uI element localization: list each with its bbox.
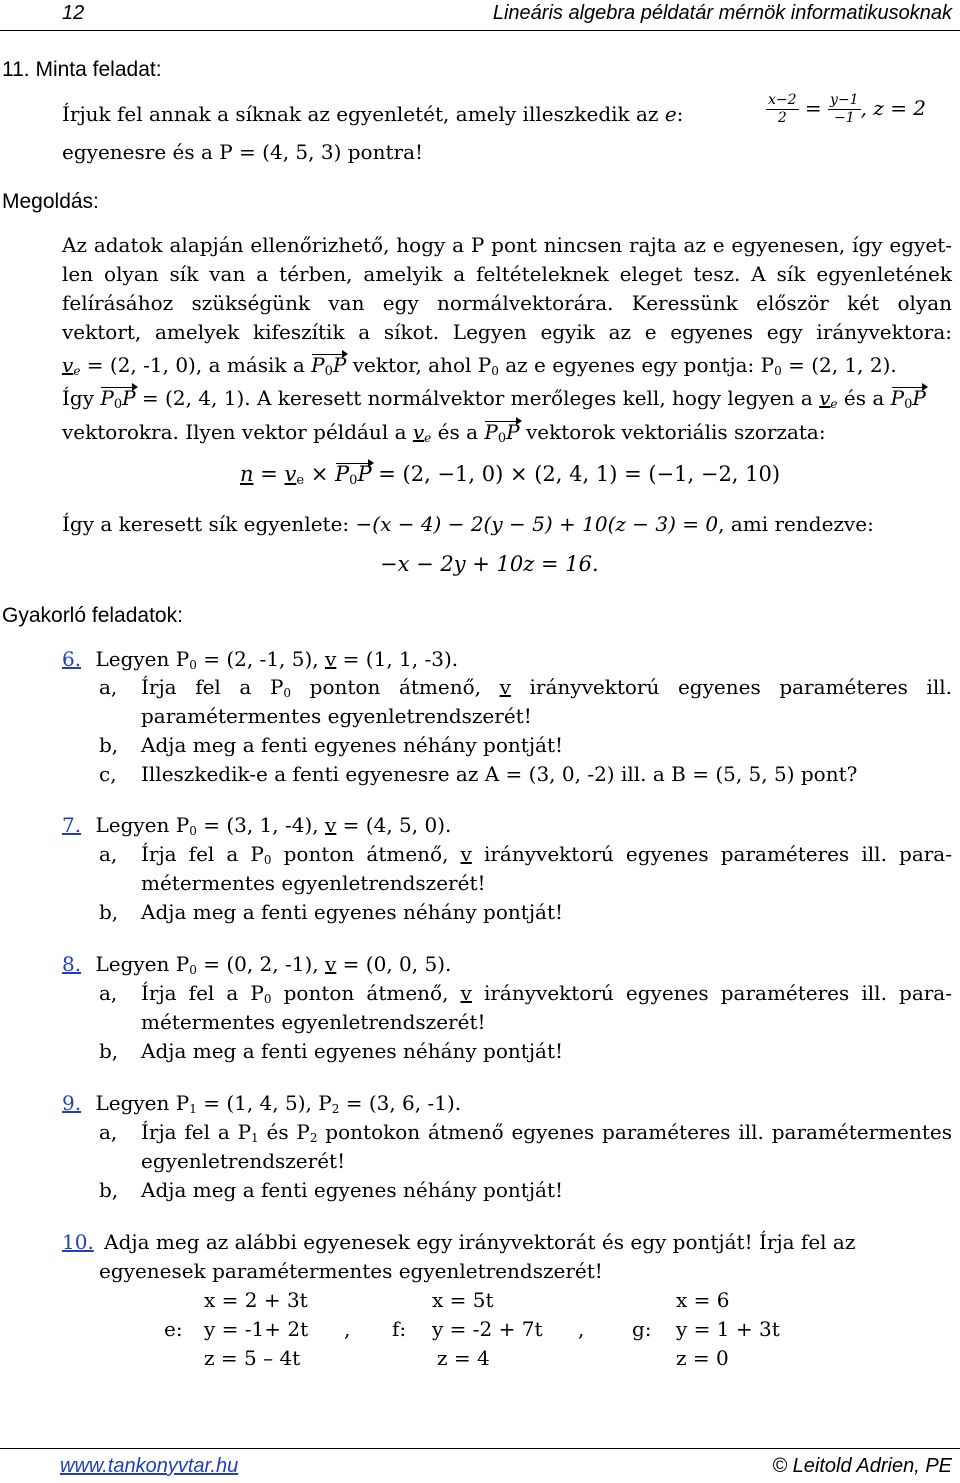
solution-line-2: len olyan sík van a térben, amelyik a feltételeknek eleget tesz. A sík egyenletének <box>62 262 952 286</box>
solution-line-3: felírásához szükségünk van egy normálvektorára. Keressünk először két olyan <box>62 291 952 315</box>
colon: : <box>676 102 684 126</box>
exercise-9-b: Adja meg a fenti egyenes néhány pontját! <box>141 1178 564 1202</box>
fraction-2: $\frac{y-1}{-1}$ <box>830 92 859 126</box>
exercise-7-b-label: b, <box>99 900 119 924</box>
line-variable: e <box>664 102 677 126</box>
exercise-9-a-label: a, <box>99 1120 118 1144</box>
exercise-8: 8. Legyen P0 = (0, 2, -1), v = (0, 0, 5). <box>62 952 452 977</box>
system-g-y: y = 1 + 3t <box>676 1317 780 1341</box>
system-e-x: x = 2 + 3t <box>204 1288 308 1312</box>
solution-line-6: Így $P_0P = (2$, 4, 1). A keresett normálvektor merőleges kell, hogy legyen a ve és a $P_0P$ <box>62 386 926 412</box>
exercise-6: 6. Legyen P0 = (2, -1, 5), v = (1, 1, -3). <box>62 647 459 672</box>
exercise-7: 7. Legyen P0 = (3, 1, -4), v = (4, 5, 0). <box>62 813 452 838</box>
separator-comma: , <box>344 1317 351 1341</box>
exercise-6-b-label: b, <box>99 733 119 757</box>
exercise-8-link[interactable]: 8. <box>62 952 82 976</box>
exercise-8-b-label: b, <box>99 1039 119 1063</box>
exercise-7-a-label: a, <box>99 842 118 866</box>
z-condition: , z = 2 <box>860 96 927 120</box>
system-f-z: z = 4 <box>437 1346 490 1370</box>
exercise-6-c: Illeszkedik-e a fenti egyenesre az A = (3, 0, -2) ill. a B = (5, 5, 5) pont? <box>141 762 858 786</box>
separator-comma: , <box>578 1317 585 1341</box>
problem-line-2: egyenesre és a P = (4, 5, 3) pontra! <box>62 140 424 164</box>
exercise-9-link[interactable]: 9. <box>62 1091 82 1115</box>
vector-p0p: $P_0P$ <box>890 386 926 412</box>
solution-heading: Megoldás: <box>2 190 99 213</box>
running-header-title: Lineáris algebra példatár mérnök informatikusoknak <box>492 2 952 24</box>
example-heading: 11. Minta feladat: <box>2 58 162 81</box>
exercise-8-a: Írja fel a P0 ponton átmenő, v irányvektorú egyenes paraméteres ill. para- <box>141 981 952 1006</box>
exercise-6-a-label: a, <box>99 675 118 699</box>
plane-equation-line: Így a keresett sík egyenlete: −(x − 4) − 2(y − 5) + 10(z − 3) = 0, ami rendezve: <box>62 512 874 536</box>
system-e-label: e: <box>164 1317 183 1341</box>
exercise-6-link[interactable]: 6. <box>62 647 82 671</box>
exercise-10-link[interactable]: 10. <box>62 1230 94 1254</box>
exercise-6-b: Adja meg a fenti egyenes néhány pontját! <box>141 733 564 757</box>
system-g-x: x = 6 <box>676 1288 730 1312</box>
vector-p0p: $P_0P$ <box>484 420 520 446</box>
exercise-8-a-label: a, <box>99 981 118 1005</box>
exercise-7-a: Írja fel a P0 ponton átmenő, v irányvektorú egyenes paraméteres ill. para- <box>141 842 952 867</box>
solution-line-4: vektort, amelyek kifeszítik a síkot. Legyen egyik az e egyenes egy irányvektora: <box>62 320 952 344</box>
vector-p0p: $P_0P$ <box>335 462 372 488</box>
cross-product-equation: $n = v_e \times P_0P = (2$, −1, 0) × (2, 4, 1) = (−1, −2, 10) <box>240 462 781 488</box>
vector-p0p: $P_0P$ <box>311 353 347 379</box>
footer-copyright: © Leitold Adrien, PE <box>772 1455 952 1477</box>
solution-line-1: Az adatok alapján ellenőrizhető, hogy a P pont nincsen rajta az e egyenesen, így egyet- <box>62 233 952 257</box>
exercise-7-b: Adja meg a fenti egyenes néhány pontját! <box>141 900 564 924</box>
header-rule <box>0 30 960 31</box>
exercise-10-line-2: egyenesek paramétermentes egyenletrendszerét! <box>99 1259 603 1283</box>
system-f-y: y = -2 + 7t <box>432 1317 543 1341</box>
exercise-9-a-cont: egyenletrendszerét! <box>141 1149 346 1173</box>
line-equation <box>766 92 926 127</box>
exercise-6-c-label: c, <box>99 762 117 786</box>
page-number: 12 <box>62 2 85 24</box>
exercise-8-a-cont: métermentes egyenletrendszerét! <box>141 1010 486 1034</box>
final-plane-equation: −x − 2y + 10z = 16. <box>380 552 599 576</box>
footer-url[interactable]: www.tankonyvtar.hu <box>60 1455 239 1477</box>
solution-line-5: ve = (2, -1, 0), a másik a $P_0P$ vektor, ahol P0 az e egyenes egy pontja: P0 = (2, 1, 2). <box>62 353 897 379</box>
exercise-9-b-label: b, <box>99 1178 119 1202</box>
system-e-y: y = -1+ 2t <box>204 1317 309 1341</box>
problem-line-1 <box>62 102 683 126</box>
exercise-6-a-cont: paramétermentes egyenletrendszerét! <box>141 704 532 728</box>
equals-sign: = <box>804 96 822 120</box>
solution-line-7: vektorokra. Ilyen vektor például a ve és a $P_0P$ vektorok vektoriális szorzata: <box>62 420 826 446</box>
fraction-1: $\frac{x-2}{2}$ <box>768 92 797 126</box>
exercise-7-link[interactable]: 7. <box>62 813 82 837</box>
exercise-6-a: Írja fel a P0 ponton átmenő, v irányvektorú egyenes paraméteres ill. <box>141 675 953 700</box>
footer-rule <box>0 1448 960 1449</box>
system-e-z: z = 5 – 4t <box>204 1346 301 1370</box>
exercise-7-a-cont: métermentes egyenletrendszerét! <box>141 871 486 895</box>
exercise-8-b: Adja meg a fenti egyenes néhány pontját! <box>141 1039 564 1063</box>
problem-text: Írjuk fel annak a síknak az egyenletét, amely illeszkedik az <box>62 102 659 126</box>
system-f-x: x = 5t <box>432 1288 494 1312</box>
system-f-label: f: <box>392 1317 407 1341</box>
system-g-label: g: <box>632 1317 652 1341</box>
exercise-9-a: Írja fel a P1 és P2 pontokon átmenő egyenes paraméteres ill. paramétermentes <box>141 1120 952 1145</box>
system-g-z: z = 0 <box>676 1346 729 1370</box>
practice-heading: Gyakorló feladatok: <box>2 604 183 627</box>
vector-p0p: $P_0P$ <box>100 386 136 412</box>
exercise-9: 9. Legyen P1 = (1, 4, 5), P2 = (3, 6, -1). <box>62 1091 462 1116</box>
exercise-10: 10. Adja meg az alábbi egyenesek egy irányvektorát és egy pontját! Írja fel az <box>62 1230 856 1254</box>
